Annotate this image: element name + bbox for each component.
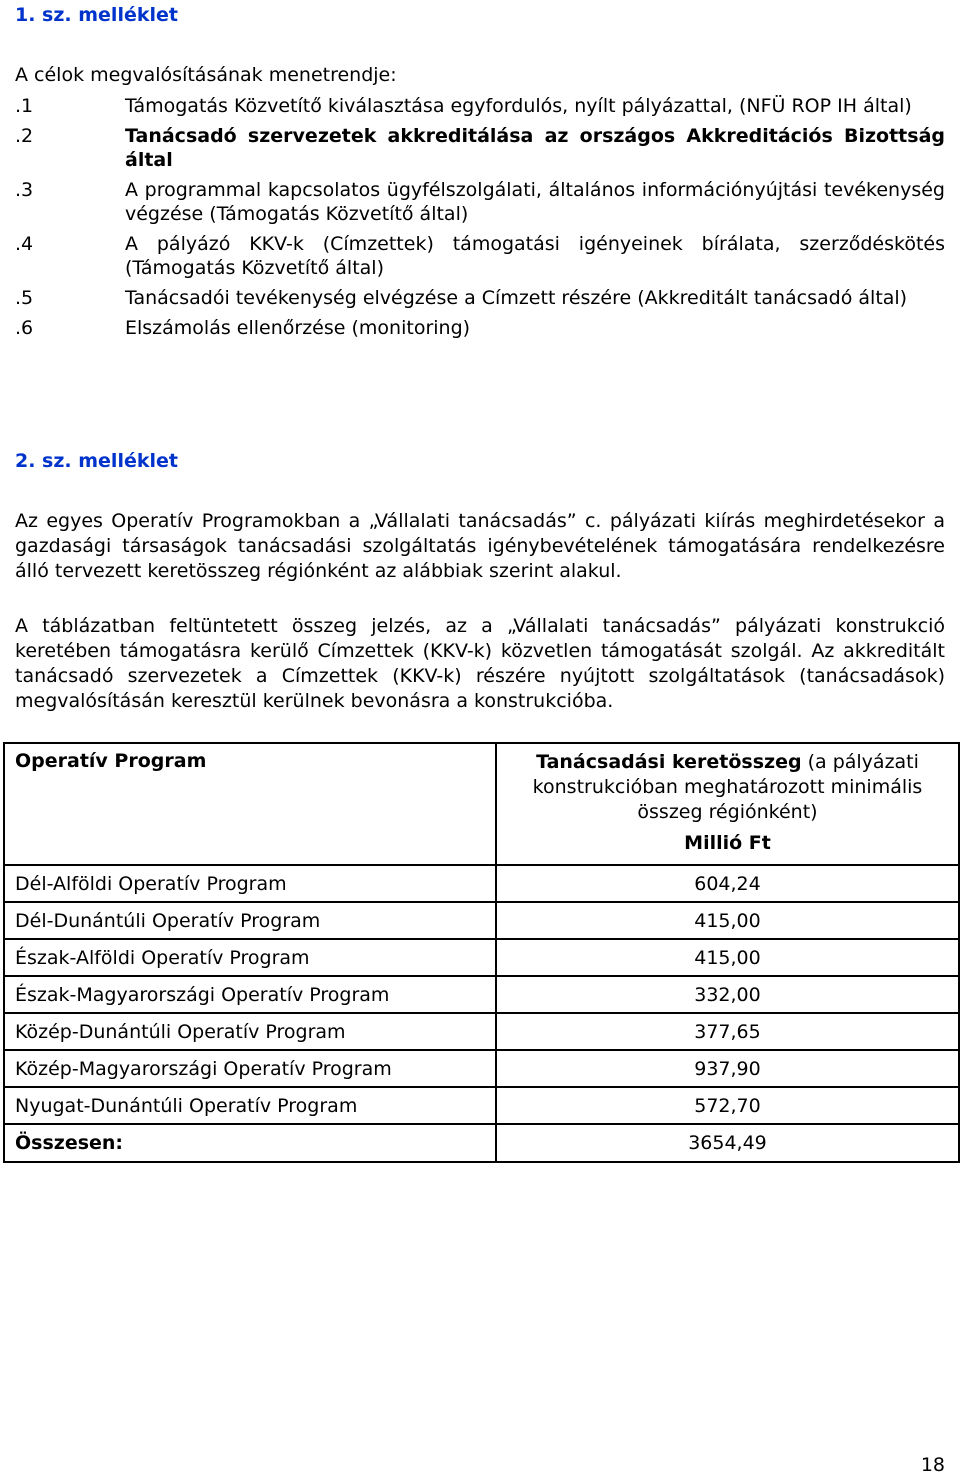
step-text: A pályázó KKV-k (Címzettek) támogatási igényeinek bírálata, szerződéskötés (Támogatás Közvetítő által): [125, 233, 945, 279]
program-cell: Észak-Alföldi Operatív Program: [4, 939, 496, 976]
table-header-row: [4, 743, 959, 865]
schedule-list: [15, 94, 945, 346]
amount-cell: 604,24: [496, 865, 959, 902]
amount-cell: 332,00: [496, 976, 959, 1013]
step-number: .4: [15, 233, 34, 255]
amount-cell: 415,00: [496, 902, 959, 939]
program-cell: Nyugat-Dunántúli Operatív Program: [4, 1087, 496, 1124]
program-cell: Közép-Magyarországi Operatív Program: [4, 1050, 496, 1087]
header-amount-note: (a pályázati konstrukcióban meghatározott minimális összeg régiónként): [532, 751, 923, 823]
step-number: .6: [15, 317, 34, 339]
step-number: .2: [15, 125, 34, 147]
amount-cell: 415,00: [496, 939, 959, 976]
program-cell: Észak-Magyarországi Operatív Program: [4, 976, 496, 1013]
page-number: 18: [920, 1454, 945, 1476]
list-item: [15, 316, 945, 340]
amount-cell: 572,70: [496, 1087, 959, 1124]
list-item: [15, 178, 945, 226]
list-item: [15, 124, 945, 172]
table-row: [4, 865, 959, 902]
annex1-intro: A célok megvalósításának menetrendje:: [15, 64, 397, 86]
amount-cell: 937,90: [496, 1050, 959, 1087]
table-row: [4, 902, 959, 939]
step-text: Tanácsadó szervezetek akkreditálása az országos Akkreditációs Bizottság által: [125, 125, 945, 171]
step-text: Tanácsadói tevékenység elvégzése a Címzett részére (Akkreditált tanácsadó által): [125, 287, 908, 309]
annex1-title: 1. sz. melléklet: [15, 4, 178, 26]
step-text: A programmal kapcsolatos ügyfélszolgálati, általános információnyújtási tevékenység végzése (Támogatás Közvetítő által): [125, 179, 945, 225]
table-row: [4, 1013, 959, 1050]
header-cell-program: Operatív Program: [4, 743, 496, 865]
table-row: [4, 1050, 959, 1087]
amount-cell: 377,65: [496, 1013, 959, 1050]
program-cell: Közép-Dunántúli Operatív Program: [4, 1013, 496, 1050]
program-cell: Dél-Alföldi Operatív Program: [4, 865, 496, 902]
total-label-cell: Összesen:: [4, 1124, 496, 1162]
list-item: [15, 232, 945, 280]
total-amount-cell: 3654,49: [496, 1124, 959, 1162]
program-cell: Dél-Dunántúli Operatív Program: [4, 902, 496, 939]
annex2-title: 2. sz. melléklet: [15, 450, 178, 472]
step-number: .3: [15, 179, 34, 201]
table-row: [4, 976, 959, 1013]
annex2-paragraph-2: A táblázatban feltüntetett összeg jelzés, az a „Vállalati tanácsadás” pályázati konstrukció keretében támogatásra kerülő Címzettek (KKV-k) közvetlen támogatását szolgál. Az akkreditált tanácsadó szervezetek a Címzettek (KKV-k) részére nyújtott szolgáltatások (tanácsadások) megvalósításán keresztül kerülnek bevonásra a konstrukcióba.: [15, 615, 945, 712]
header-cell-amount: [496, 743, 959, 865]
table-row: [4, 1087, 959, 1124]
step-number: .1: [15, 95, 34, 117]
header-amount-bold: Tanácsadási keretösszeg: [536, 751, 802, 773]
budget-table: [3, 742, 960, 1163]
list-item: [15, 286, 945, 310]
table-total-row: [4, 1124, 959, 1162]
list-item: [15, 94, 945, 118]
step-text: Elszámolás ellenőrzése (monitoring): [125, 317, 471, 339]
table-row: [4, 939, 959, 976]
step-number: .5: [15, 287, 34, 309]
header-unit: Millió Ft: [684, 832, 771, 854]
annex2-paragraph-1: Az egyes Operatív Programokban a „Vállalati tanácsadás” c. pályázati kiírás meghirdetésekor a gazdasági társaságok tanácsadási szolgáltatás igénybevételének támogatására rendelkezésre álló tervezett keretösszeg régiónként az alábbiak szerint alakul.: [15, 510, 945, 582]
step-text: Támogatás Közvetítő kiválasztása egyfordulós, nyílt pályázattal, (NFÜ ROP IH által): [125, 95, 912, 117]
